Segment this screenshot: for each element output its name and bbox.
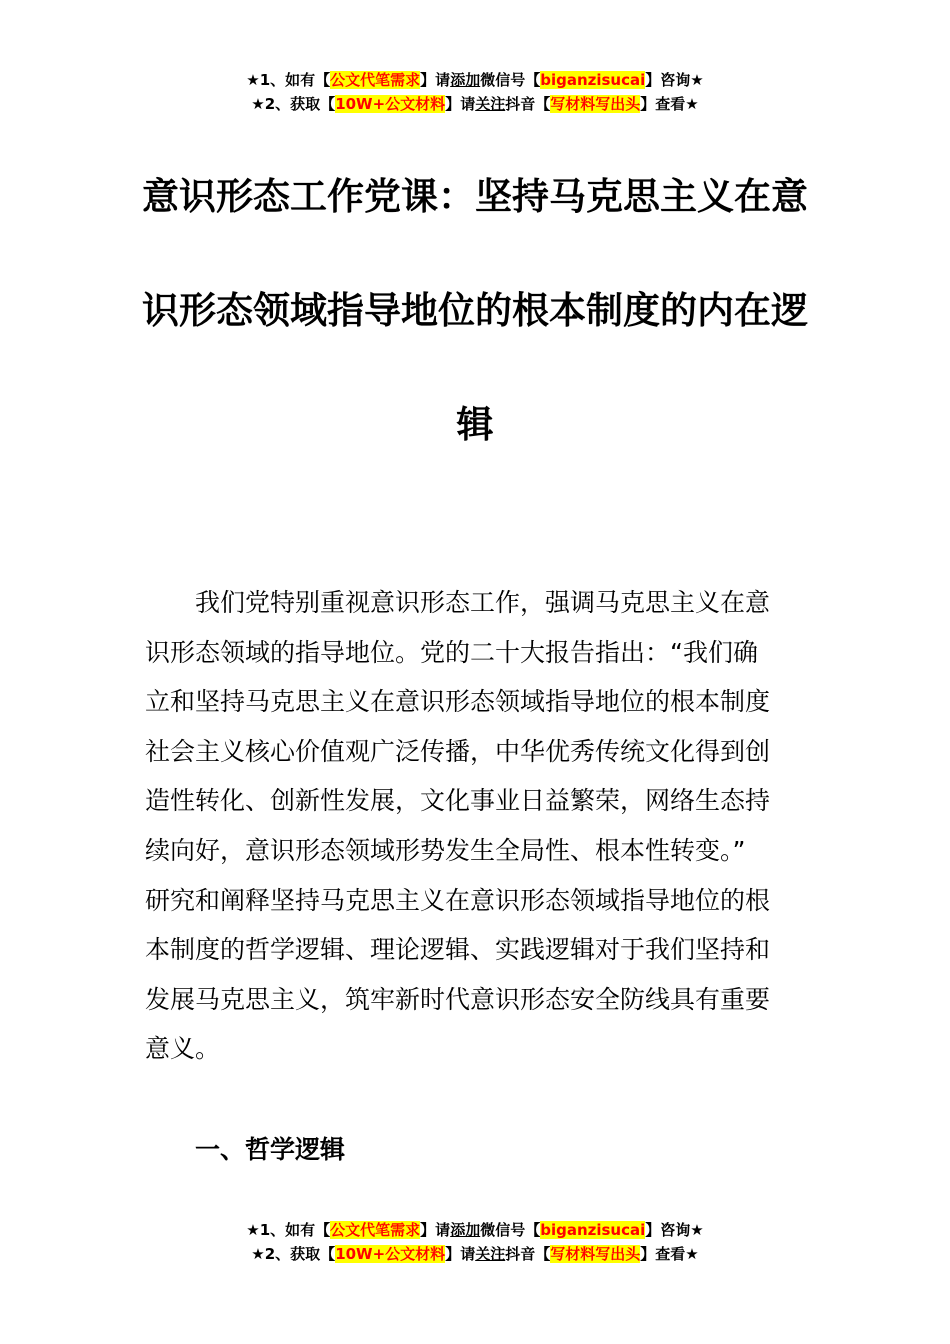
banner-text: 】请 [420,71,451,89]
banner-text: 】请 [420,1221,451,1239]
banner-text: 】查看★ [640,1245,699,1263]
banner-text: 抖音【 [505,95,551,113]
highlight-wechat-id: biganzisucai [540,1221,646,1239]
highlight-service: 公文代笔需求 [330,71,421,89]
underlined-text: 添加 [450,1221,481,1239]
highlight-douyin-account: 写材料写出头 [550,1245,641,1263]
banner-text: 】查看★ [640,95,699,113]
paragraph-line: 我们党特别重视意识形态工作，强调马克思主义在意 [195,588,771,617]
paragraph-line: 意义。 [145,1034,221,1064]
banner-text: 抖音【 [505,1245,551,1263]
paragraph-line: 造性转化、创新性发展，文化事业日益繁荣，网络生态持 [145,786,771,816]
banner-text: 微信号【 [480,71,541,89]
highlight-materials: 10W+公文材料 [335,95,446,113]
banner-line-1 [0,1218,950,1242]
title-line: 识形态领域指导地位的根本制度的内在逻 [142,289,808,332]
underlined-text: 关注 [475,95,506,113]
paragraph-line: 本制度的哲学逻辑、理论逻辑、实践逻辑对于我们坚持和 [145,935,771,965]
banner-line-1 [0,68,950,92]
banner-line-2 [0,1242,950,1266]
underlined-text: 关注 [475,1245,506,1263]
paragraph-line: 立和坚持马克思主义在意识形态领域指导地位的根本制度 [145,687,771,717]
banner-text: 】咨询★ [645,1221,704,1239]
banner-text: ★1、如有【 [246,71,331,89]
banner-text: ★1、如有【 [246,1221,331,1239]
banner-text: ★2、获取【 [251,95,336,113]
banner-text: 】请 [445,95,476,113]
intro-paragraph [145,578,809,1074]
banner-line-2 [0,92,950,116]
highlight-douyin-account: 写材料写出头 [550,95,641,113]
paragraph-line: 研究和阐释坚持马克思主义在意识形态领域指导地位的根 [145,885,771,915]
footer-banner [0,1218,950,1266]
title-line: 意识形态工作党课：坚持马克思主义在意 [142,175,808,218]
highlight-wechat-id: biganzisucai [540,71,646,89]
highlight-materials: 10W+公文材料 [335,1245,446,1263]
paragraph-line: 社会主义核心价值观广泛传播，中华优秀传统文化得到创 [145,736,771,766]
banner-text: 】咨询★ [645,71,704,89]
highlight-service: 公文代笔需求 [330,1221,421,1239]
paragraph-line: 识形态领域的指导地位。党的二十大报告指出：“我们确 [145,637,758,667]
header-banner [0,68,950,116]
banner-text: 微信号【 [480,1221,541,1239]
underlined-text: 添加 [450,71,481,89]
banner-text: 】请 [445,1245,476,1263]
banner-text: ★2、获取【 [251,1245,336,1263]
document-title [140,140,810,482]
paragraph-line: 续向好，意识形态领域形势发生全局性、根本性转变。” [145,835,746,865]
section-heading: 一、哲学逻辑 [195,1135,346,1164]
title-line: 辑 [456,403,494,446]
paragraph-line: 发展马克思主义，筑牢新时代意识形态安全防线具有重要 [145,984,771,1014]
